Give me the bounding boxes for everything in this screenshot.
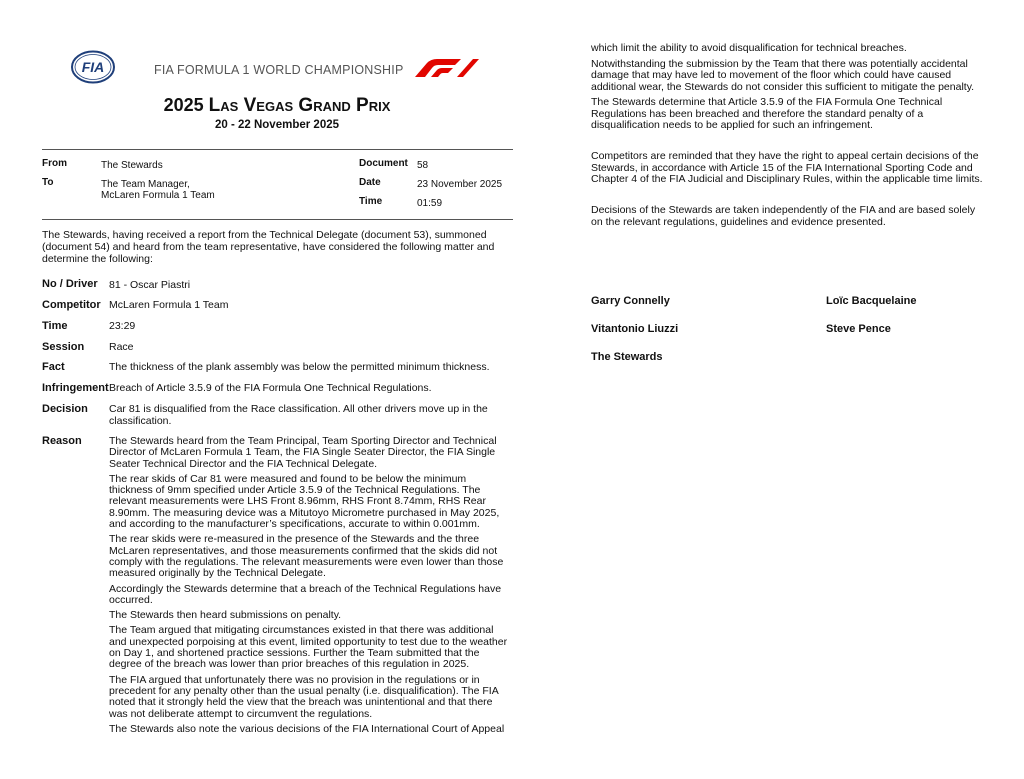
event-title: [42, 95, 512, 117]
competitor-label: Competitor: [42, 299, 101, 311]
right-column-top: [591, 43, 986, 136]
fia-logo: [70, 50, 116, 84]
independence-notice: Decisions of the Stewards are taken independently of the FIA and are based solely on the relevant regulations, guidelines and evidence presented.: [591, 204, 976, 228]
reason-paragraph: The rear skids were re-measured in the presence of the Stewards and the three McLaren representatives, and those measurements confirmed that the skids did not comply with the regulations. The relevant measurements were even lower than those measured originally by the Technical Delegate.: [109, 533, 504, 580]
fact-value: The thickness of the plank assembly was below the permitted minimum thickness.: [109, 361, 490, 373]
session-value: Race: [109, 341, 134, 353]
event-name: Las Vegas Grand Prix: [208, 95, 391, 116]
reason-paragraph: The Team argued that mitigating circumstances existed in that there was additional and unexpected porpoising at this event, limited opportunity to test due to the weather on Day 1, and shortened practice sessions. Further the Team submitted that the degree of the breach was lower than prior breaches of this regulation in 2025.: [109, 624, 508, 671]
to-label: To: [42, 177, 54, 188]
fia-logo-text: FIA: [81, 59, 105, 75]
reason-paragraph: The rear skids of Car 81 were measured and found to be below the minimum thickness of 9mm specified under Article 3.5.9 of the Technical Regulations. The relevant measurements were LHS Front 8.96mm, RHS Front 8.74mm, RHS Rear 8.90mm. The measuring device was a Mitutoyo Micrometre purchased in May 2025, and according to the manufacturer’s specifications, accurate to within 0.001mm.: [109, 472, 500, 531]
reason-body: [109, 436, 509, 739]
to-line2: McLaren Formula 1 Team: [101, 190, 215, 201]
reason-paragraph: The Stewards also note the various decisions of the FIA International Court of Appeal: [109, 722, 505, 735]
time-of-incident-label: Time: [42, 320, 68, 332]
appeal-notice: Competitors are reminded that they have the right to appeal certain decisions of the Stewards, in accordance with Article 15 of the FIA International Sporting Code and Chapter 4 of the FIA Judicial and Disciplinary Rules, within the applicable time limits.: [591, 150, 983, 185]
time-label: Time: [359, 196, 383, 207]
event-year: 2025: [163, 95, 204, 115]
from-value: The Stewards: [101, 160, 163, 171]
competitor-value: McLaren Formula 1 Team: [109, 299, 229, 311]
steward-name-4: Steve Pence: [826, 323, 891, 335]
document-value: 58: [417, 160, 429, 171]
decision-label: Decision: [42, 403, 88, 415]
driver-label: No / Driver: [42, 278, 98, 290]
date-label: Date: [359, 177, 381, 188]
reason-label: Reason: [42, 435, 82, 447]
stewards-signoff: The Stewards: [591, 351, 663, 363]
reason-paragraph: Accordingly the Stewards determine that a breach of the Technical Regulations have occurred.: [109, 582, 502, 606]
infringement-value: Breach of Article 3.5.9 of the FIA Formula One Technical Regulations.: [109, 382, 432, 394]
time-value: 01:59: [417, 198, 443, 209]
steward-name-2: Loïc Bacquelaine: [826, 295, 917, 307]
intro-paragraph: The Stewards, having received a report from the Technical Delegate (document 53), summoned (document 54) and heard from the team representative, have considered the following matter and determine the following:: [42, 229, 495, 265]
fact-label: Fact: [42, 361, 65, 373]
meta-rule: [42, 219, 513, 220]
from-label: From: [42, 158, 67, 169]
right-paragraph-3: The Stewards determine that Article 3.5.9 of the FIA Formula One Technical Regulations has been breached and therefore the standard penalty of a disqualification needs to be applied for such an infringement.: [591, 96, 943, 131]
right-paragraph-2: Notwithstanding the submission by the Team that there was potentially accidental damage that may have led to movement of the floor which could have caused additional wear, the Stewards do not consider this sufficient to mitigate the penalty.: [591, 57, 975, 93]
driver-value: 81 - Oscar Piastri: [109, 279, 191, 291]
steward-name-3: Vitantonio Liuzzi: [591, 323, 679, 335]
f1-logo: [413, 58, 481, 78]
top-rule: [42, 149, 513, 150]
time-of-incident-value: 23:29: [109, 320, 136, 332]
decision-value: Car 81 is disqualified from the Race classification. All other drivers move up in the classification.: [109, 403, 488, 427]
championship-title: FIA FORMULA 1 WORLD CHAMPIONSHIP: [154, 63, 404, 77]
right-paragraph-1: which limit the ability to avoid disqualification for technical breaches.: [591, 42, 907, 54]
reason-paragraph: The FIA argued that unfortunately there was no provision in the regulations or in precedent for any penalty other than the usual penalty (i.e. disqualification). The FIA noted that it strongly held the view that the breach was unintentional and that there was not deliberate attempt to circumvent the regulations.: [109, 673, 499, 720]
reason-paragraph: The Stewards then heard submissions on penalty.: [109, 609, 342, 622]
steward-name-1: Garry Connelly: [591, 295, 670, 307]
date-value: 23 November 2025: [417, 179, 503, 190]
to-line1: The Team Manager,: [101, 179, 190, 190]
reason-paragraph: The Stewards heard from the Team Principal, Team Sporting Director and Technical Director of McLaren Formula 1 Team, the FIA Single Seater Director, the FIA Single Seater Technical Director and the FIA Technical Delegate.: [109, 435, 497, 470]
to-value: [101, 179, 215, 201]
event-dates: 20 - 22 November 2025: [214, 119, 340, 131]
document-label: Document: [359, 158, 408, 169]
session-label: Session: [42, 341, 85, 353]
infringement-label: Infringement: [42, 382, 109, 394]
